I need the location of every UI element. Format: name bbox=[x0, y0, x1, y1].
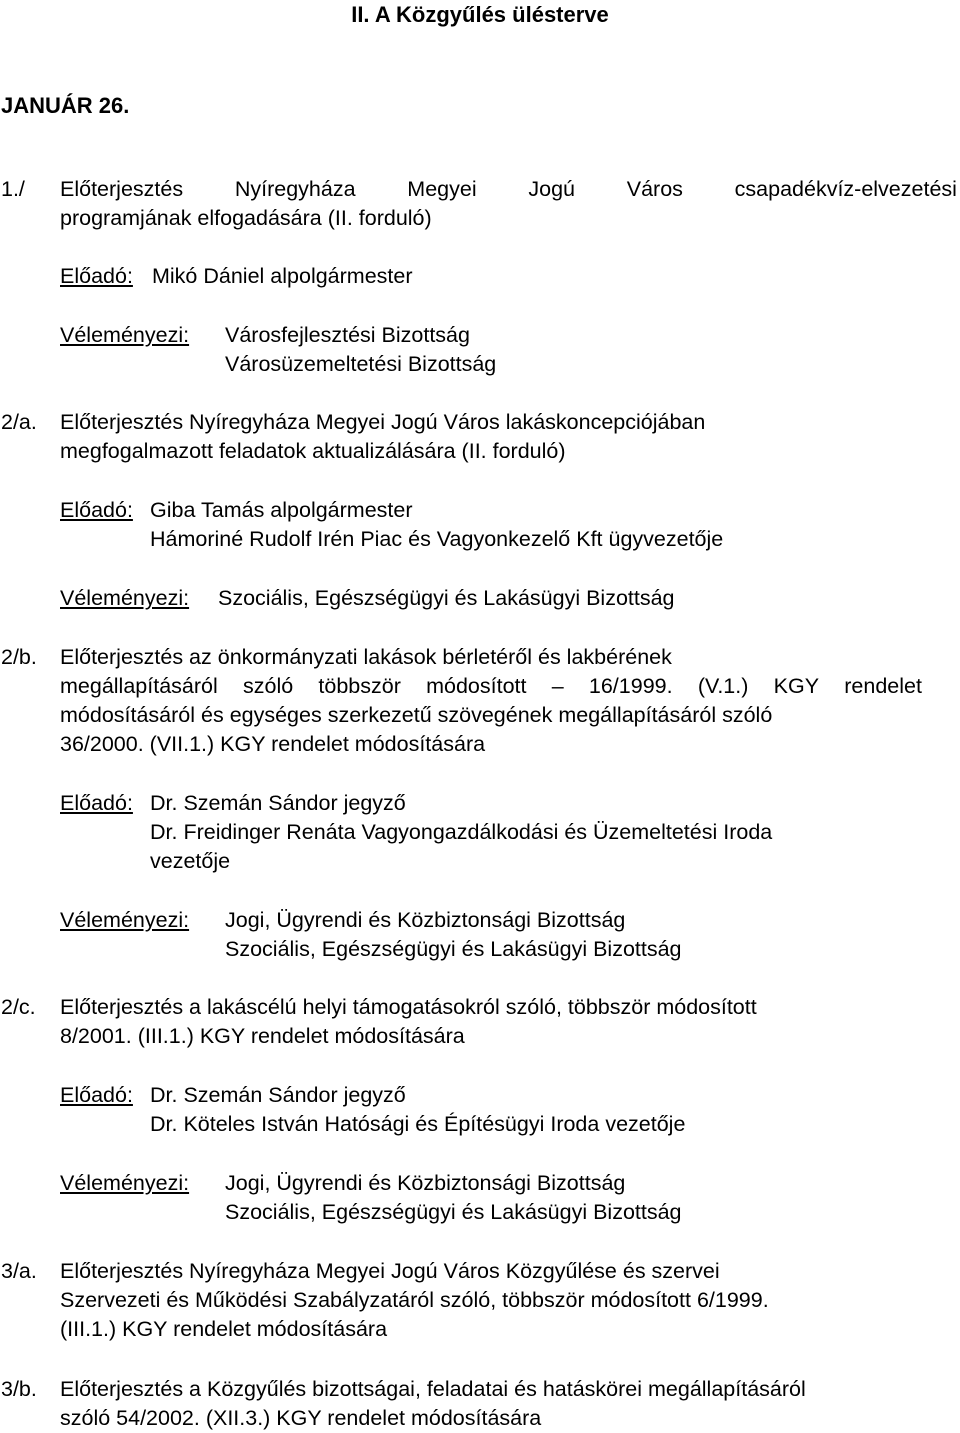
item-title-line: Előterjesztés a lakáscélú helyi támogatásokról szóló, többször módosított bbox=[60, 995, 757, 1019]
item-number: 3/b. bbox=[1, 1377, 37, 1401]
word: 16/1999. bbox=[588, 674, 673, 698]
item-number: 2/b. bbox=[1, 645, 37, 669]
word: Nyíregyháza bbox=[234, 177, 356, 201]
presenter-name: Hámoriné Rudolf Irén Piac és Vagyonkezelő Kft ügyvezetője bbox=[150, 527, 724, 551]
word: megállapításáról bbox=[60, 674, 218, 698]
word: Megyei bbox=[407, 177, 477, 201]
item-number: 2/a. bbox=[1, 410, 37, 434]
item-title-line: programjának elfogadására (II. forduló) bbox=[60, 206, 432, 230]
item-title-line: Előterjesztés a Közgyűlés bizottságai, feladatai és hatáskörei megállapításáról bbox=[60, 1377, 806, 1401]
presenter-name: Giba Tamás alpolgármester bbox=[150, 498, 413, 522]
item-title-line: megfogalmazott feladatok aktualizálására (II. forduló) bbox=[60, 439, 566, 463]
reviewer-name: Jogi, Ügyrendi és Közbiztonsági Bizottság bbox=[225, 908, 626, 932]
item-title-line: 36/2000. (VII.1.) KGY rendelet módosítására bbox=[60, 732, 486, 756]
item-title-line: Előterjesztés Nyíregyháza Megyei Jogú Város Közgyűlése és szervei bbox=[60, 1259, 720, 1283]
presenter-name: Dr. Freidinger Renáta Vagyongazdálkodási és Üzemeltetési Iroda bbox=[150, 820, 773, 844]
word: Város bbox=[626, 177, 683, 201]
word: szóló bbox=[242, 674, 294, 698]
presenter-name: Mikó Dániel alpolgármester bbox=[152, 264, 413, 288]
reviewer-label: Véleményezi: bbox=[60, 586, 190, 610]
presenter-name: vezetője bbox=[150, 849, 231, 873]
reviewer-label: Véleményezi: bbox=[60, 1171, 190, 1195]
session-date: JANUÁR 26. bbox=[1, 93, 130, 118]
item-title-line: Előterjesztés Nyíregyháza Megyei Jogú Város lakáskoncepciójában bbox=[60, 410, 706, 434]
word: (V.1.) bbox=[697, 674, 749, 698]
item-title-line: Előterjesztés az önkormányzati lakások bérletéről és lakbérének bbox=[60, 645, 672, 669]
reviewer-name: Szociális, Egészségügyi és Lakásügyi Bizottság bbox=[218, 586, 675, 610]
reviewer-label: Véleményezi: bbox=[60, 908, 190, 932]
presenter-label: Előadó: bbox=[60, 791, 133, 815]
item-number: 2/c. bbox=[1, 995, 36, 1019]
reviewer-label: Véleményezi: bbox=[60, 323, 190, 347]
word: rendelet bbox=[844, 674, 922, 698]
item-title-line: szóló 54/2002. (XII.3.) KGY rendelet módosítására bbox=[60, 1406, 542, 1430]
item-number: 3/a. bbox=[1, 1259, 37, 1283]
item-title-line: (III.1.) KGY rendelet módosítására bbox=[60, 1317, 388, 1341]
reviewer-name: Városfejlesztési Bizottság bbox=[225, 323, 470, 347]
word: KGY bbox=[773, 674, 820, 698]
reviewer-name: Szociális, Egészségügyi és Lakásügyi Bizottság bbox=[225, 937, 682, 961]
page-title: II. A Közgyűlés ülésterve bbox=[351, 2, 609, 27]
item-title-line bbox=[60, 672, 922, 701]
presenter-name: Dr. Szemán Sándor jegyző bbox=[150, 1083, 406, 1107]
word: módosított bbox=[426, 674, 527, 698]
item-title-line: 8/2001. (III.1.) KGY rendelet módosítására bbox=[60, 1024, 465, 1048]
item-title-line bbox=[60, 175, 957, 204]
word: Előterjesztés bbox=[60, 177, 184, 201]
presenter-label: Előadó: bbox=[60, 1083, 133, 1107]
reviewer-name: Szociális, Egészségügyi és Lakásügyi Bizottság bbox=[225, 1200, 682, 1224]
word: csapadékvíz-elvezetési bbox=[734, 177, 957, 201]
item-title-line: Szervezeti és Működési Szabályzatáról szóló, többször módosított 6/1999. bbox=[60, 1288, 769, 1312]
presenter-name: Dr. Szemán Sándor jegyző bbox=[150, 791, 406, 815]
word: többször bbox=[318, 674, 401, 698]
word: Jogú bbox=[528, 177, 575, 201]
word: – bbox=[551, 674, 564, 698]
presenter-label: Előadó: bbox=[60, 264, 133, 288]
reviewer-name: Jogi, Ügyrendi és Közbiztonsági Bizottság bbox=[225, 1171, 626, 1195]
reviewer-name: Városüzemeltetési Bizottság bbox=[225, 352, 497, 376]
item-number: 1./ bbox=[1, 177, 25, 201]
item-title-line: módosításáról és egységes szerkezetű szövegének megállapításáról szóló bbox=[60, 703, 773, 727]
presenter-label: Előadó: bbox=[60, 498, 133, 522]
presenter-name: Dr. Köteles István Hatósági és Építésügyi Iroda vezetője bbox=[150, 1112, 686, 1136]
